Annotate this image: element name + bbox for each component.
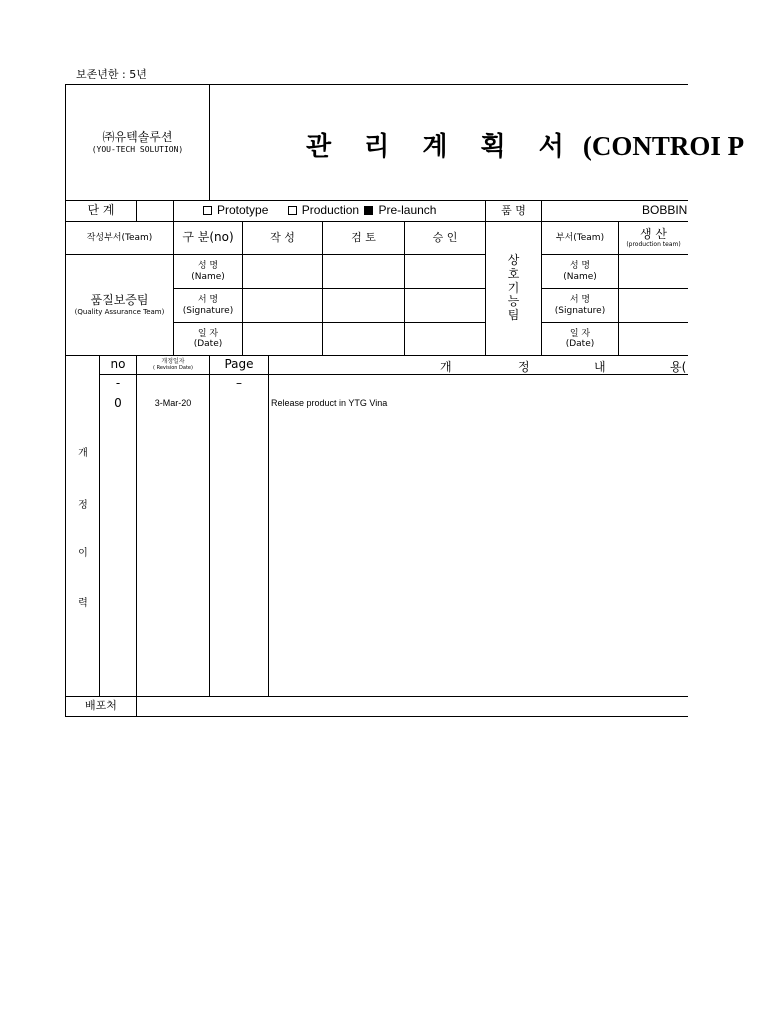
col-approved: 승 인 [432,230,458,244]
stage-option-production[interactable]: Production [288,203,359,217]
team-header: 작성부서(Team) [86,232,153,243]
document-title [306,126,744,163]
revision-row-no: 0 [114,396,122,410]
right-row-signature-label: 서 명 (Signature) [554,295,606,316]
checkbox-checked-icon [364,206,373,215]
qa-team [66,255,173,355]
revision-side-label-3: 이 [78,548,88,559]
mutual-team [486,222,541,355]
title-korean: 관 리 계 획 서 [306,132,576,162]
revision-row-date: 3-Mar-20 [154,398,192,408]
revision-row-page: – [236,376,242,390]
mutual-team-char: 능 [507,294,520,309]
revision-header-page: Page [224,357,254,372]
mutual-team-char: 호 [507,266,520,281]
mutual-team-label [508,254,520,323]
col-reviewed: 검 토 [351,230,376,244]
dept-header: 부서(Team) [555,232,605,243]
revision-header-content-3: 내 [594,360,606,374]
mutual-team-char: 기 [507,280,520,295]
mutual-team-char: 상 [507,253,520,267]
stage-label: 단 계 [87,203,115,218]
revision-side-label-4: 력 [78,598,88,609]
row-name-label: 성 명 (Name) [191,261,225,282]
row-signature-label: 서 명 (Signature) [182,295,234,316]
right-row-name-label: 성 명 (Name) [563,261,597,282]
company-name-en: (YOU-TECH SOLUTION) [91,145,184,155]
stage-options [203,203,436,217]
division-header: 구 분(no) [182,230,234,245]
revision-row-content: Release product in YTG Vina [271,398,388,408]
revision-side-label-1: 개 [78,448,88,459]
product-label: 품 명 [501,203,526,217]
retention-period: 보존년한 : 5년 [76,68,147,81]
revision-header-date: 개정일자 ( Revision Date) [153,357,193,371]
stage-option-prototype[interactable]: Prototype [203,203,268,217]
production-team-header: 생 산 (production team) [626,226,681,248]
col-written: 작 성 [270,230,295,244]
distribution-label: 배포처 [85,699,117,713]
title-english: (CONTROI P [582,131,745,161]
revision-header-content-2: 정 [518,360,530,374]
revision-header-content-1: 개 [440,360,452,374]
revision-side-label-2: 정 [78,500,88,511]
company-name: ㈜유텍솔루션 [102,129,173,144]
qa-team-name: 품질보증팀 [90,293,149,308]
product-name: BOBBIN [642,203,688,217]
checkbox-icon [203,206,212,215]
checkbox-icon [288,206,297,215]
revision-header-no: no [110,357,126,372]
revision-header-content-4: 용( [670,360,687,374]
revision-row-no: - [115,376,121,390]
mutual-team-char: 팀 [507,308,520,323]
row-date-label: 일 자 (Date) [193,328,223,349]
stage-option-pre-launch[interactable]: Pre-launch [364,203,436,217]
qa-team-en: (Quality Assurance Team) [74,307,165,316]
company-block [66,85,209,200]
right-row-date-label: 일 자 (Date) [565,328,595,349]
